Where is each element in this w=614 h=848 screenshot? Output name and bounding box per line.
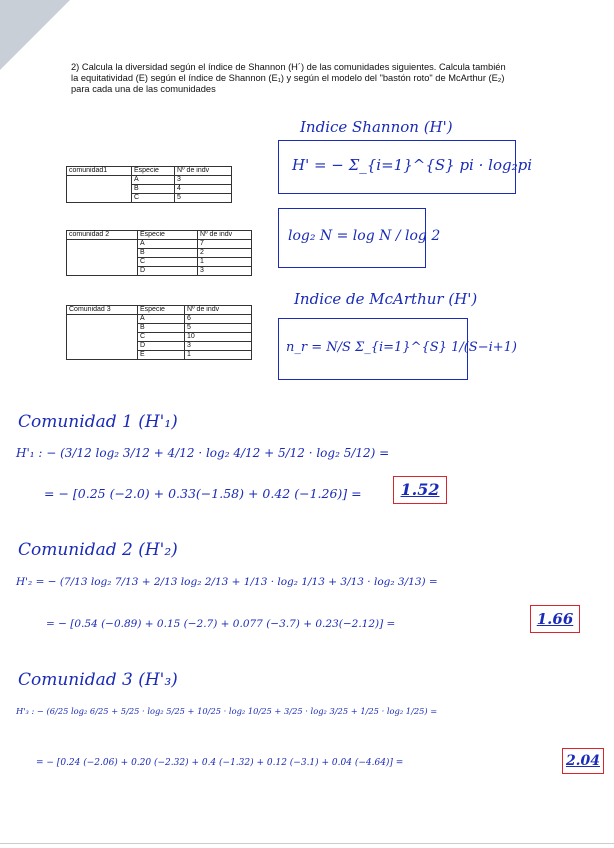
table-cell: C — [138, 258, 198, 267]
table-empty-cell — [67, 240, 138, 276]
table-cell: D — [138, 267, 198, 276]
mcarthur-title: Indice de McArthur (H') — [294, 290, 478, 308]
community-2-result: 1.66 — [530, 605, 580, 633]
table-cell: C — [138, 333, 185, 342]
community-1-result: 1.52 — [393, 476, 447, 504]
table-comunidad-2 — [66, 230, 252, 276]
table-header-cell: Especie — [138, 231, 198, 240]
table-header-cell: Nº de indv — [185, 306, 252, 315]
table-cell: C — [132, 194, 175, 203]
table-cell: A — [132, 176, 175, 185]
log-formula: log₂ N = log N / log 2 — [288, 228, 441, 244]
community-2-equation: H'₂ = − (7/13 log₂ 7/13 + 2/13 log₂ 2/13 + 1/13 · log₂ 1/13 + 3/13 · log₂ 3/13) = — [16, 576, 438, 588]
mcarthur-formula: n_r = N/S Σ_{i=1}^{S} 1/(S−i+1) — [286, 340, 517, 355]
table-header-cell: Especie — [138, 306, 185, 315]
community-3-calculation: = − [0.24 (−2.06) + 0.20 (−2.32) + 0.4 (−1.32) + 0.12 (−3.1) + 0.04 (−4.64)] = — [36, 758, 404, 768]
page-corner-shadow — [0, 0, 70, 70]
table-cell: 5 — [185, 324, 252, 333]
table-cell: 2 — [198, 249, 252, 258]
table-header-cell: Nº de indv — [198, 231, 252, 240]
table-cell: B — [132, 185, 175, 194]
shannon-formula: H' = − Σ_{i=1}^{S} pi · log₂pi — [292, 156, 532, 174]
table-cell: 10 — [185, 333, 252, 342]
table-comunidad-1 — [66, 166, 232, 203]
table-cell: 1 — [198, 258, 252, 267]
table-empty-cell — [67, 315, 138, 360]
table-cell: D — [138, 342, 185, 351]
table-cell: E — [138, 351, 185, 360]
community-1-title: Comunidad 1 (H'₁) — [18, 412, 178, 432]
community-2-title: Comunidad 2 (H'₂) — [18, 540, 178, 560]
table-cell: 4 — [175, 185, 232, 194]
table-cell: 1 — [185, 351, 252, 360]
page-bottom-edge — [0, 843, 614, 844]
table-cell: A — [138, 240, 198, 249]
table-cell: 5 — [175, 194, 232, 203]
community-3-equation: H'₃ : − (6/25 log₂ 6/25 + 5/25 · log₂ 5/25 + 10/25 · log₂ 10/25 + 3/25 · log₂ 3/25 + 1/25 · log₂ 1/25) = — [16, 706, 438, 716]
community-1-equation: H'₁ : − (3/12 log₂ 3/12 + 4/12 · log₂ 4/12 + 5/12 · log₂ 5/12) = — [16, 446, 390, 460]
table-cell: 3 — [175, 176, 232, 185]
table-cell: 7 — [198, 240, 252, 249]
table-header-cell: comunidad1 — [67, 167, 132, 176]
table-header-cell: comunidad 2 — [67, 231, 138, 240]
table-cell: 3 — [185, 342, 252, 351]
community-2-calculation: = − [0.54 (−0.89) + 0.15 (−2.7) + 0.077 (−3.7) + 0.23(−2.12)] = — [46, 618, 396, 630]
table-comunidad-3 — [66, 305, 252, 360]
question-text: 2) Calcula la diversidad según el índice de Shannon (H´) de las comunidades siguientes. Calcula también la equitatividad (E) según el índice de Shannon (E₁) y según el modelo del "bastón roto" de McArthur (E₂) para cada una de las comunidades — [71, 62, 506, 95]
table-cell: A — [138, 315, 185, 324]
table-header-cell: Especie — [132, 167, 175, 176]
table-cell: B — [138, 324, 185, 333]
community-1-calculation: = − [0.25 (−2.0) + 0.33(−1.58) + 0.42 (−1.26)] = — [44, 486, 362, 501]
community-3-result: 2.04 — [562, 748, 604, 774]
shannon-title: Indice Shannon (H') — [300, 118, 453, 136]
table-cell: 6 — [185, 315, 252, 324]
table-header-cell: Nº de indv — [175, 167, 232, 176]
table-cell: B — [138, 249, 198, 258]
table-header-cell: Comunidad 3 — [67, 306, 138, 315]
community-3-title: Comunidad 3 (H'₃) — [18, 670, 178, 690]
table-empty-cell — [67, 176, 132, 203]
table-cell: 3 — [198, 267, 252, 276]
